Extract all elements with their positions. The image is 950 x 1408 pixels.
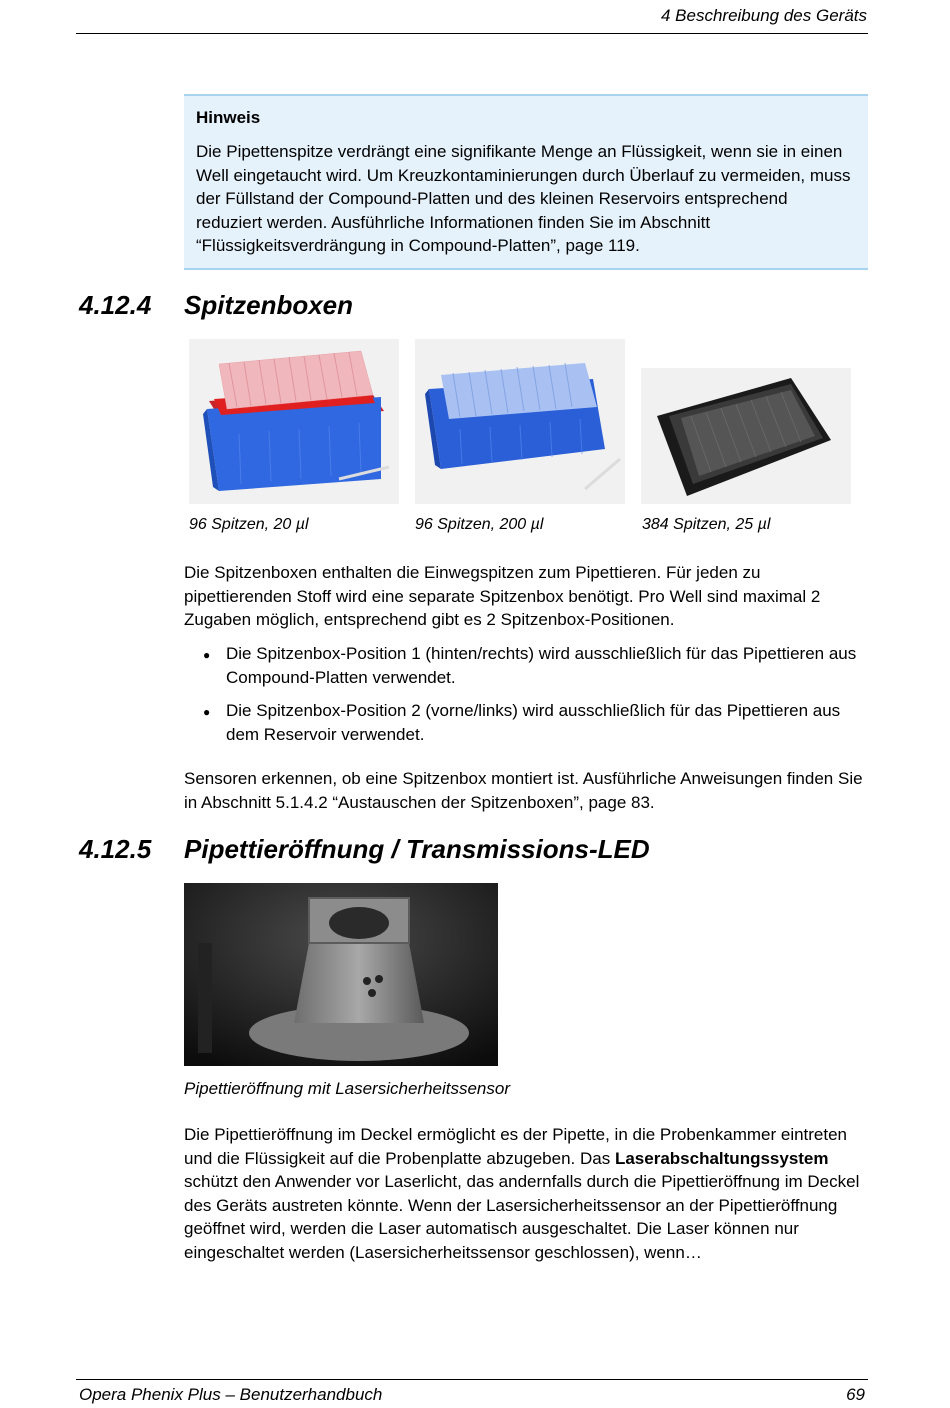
pipetting-paragraph (184, 1123, 860, 1264)
section-number: 4.12.4 (79, 290, 152, 320)
note-body: Die Pipettenspitze verdrängt eine signifikante Menge an Flüssigkeit, wenn sie in einen Well eingetaucht wird. Um Kreuzkontaminierungen durch Überlauf zu vermeiden, muss der Füllstand der Compound-Platten und des kleinen Reservoirs entsprechend reduziert werden. Ausführliche Informationen finden Sie im Abschnitt “Flüssigkeitsverdrängung in Compound-Platten”, page 119. (196, 142, 851, 255)
sensor-paragraph: Sensoren erkennen, ob eine Spitzenbox montiert ist. Ausführliche Anweisungen finden Sie in Abschnitt 5.1.4.2 “Austauschen der Spitzenboxen”, page 83. (184, 769, 863, 812)
tip-box-photo-384 (641, 368, 851, 504)
section-title: Spitzenboxen (184, 290, 354, 320)
running-header: 4 Beschreibung des Geräts (660, 6, 867, 25)
bullet-item: Die Spitzenbox-Position 1 (hinten/rechts) wird ausschließlich für das Pipettieren aus Compound-Platten verwendet. (226, 644, 857, 687)
tip-box-photo-20ul (189, 339, 399, 504)
footer-title: Opera Phenix Plus – Benutzerhandbuch (79, 1385, 383, 1404)
caption-tip-box-20ul: 96 Spitzen, 20 µl (189, 516, 309, 533)
paragraph-text: Die Pipettieröffnung im Deckel ermöglicht es der Pipette, in die Probenkammer eintreten und die Flüssigkeit auf die Probenplatte abzugeben. Das (184, 1125, 848, 1168)
page-number: 69 (846, 1385, 865, 1404)
note-title: Hinweis (196, 108, 261, 127)
bullet-marker: ● (203, 705, 211, 719)
caption-tip-box-384: 384 Spitzen, 25 µl (642, 516, 771, 533)
bold-term: Laserabschaltungssystem (614, 1148, 829, 1168)
bullet-item: Die Spitzenbox-Position 2 (vorne/links) wird ausschließlich für das Pipettieren aus dem Reservoir verwendet. (226, 701, 841, 744)
section-title: Pipettieröffnung / Transmissions-LED (184, 834, 650, 864)
caption-pipetting-opening: Pipettieröffnung mit Lasersicherheitssensor (184, 1079, 510, 1098)
section-number: 4.12.5 (79, 834, 152, 864)
pipetting-opening-photo (184, 883, 498, 1066)
paragraph-text: schützt den Anwender vor Laserlicht, das andernfalls durch die Pipettieröffnung im Deckel des Geräts austreten könnte. Wenn der Lasersicherheitssensor an der Pipettieröffnung geöffnet wird, werden die Laser automatisch ausgeschaltet. Die Laser können nur eingeschaltet werden (Lasersicherheitssensor geschlossen), wenn… (184, 1172, 860, 1262)
caption-tip-box-200ul: 96 Spitzen, 200 µl (415, 516, 544, 533)
spitzenboxen-intro: Die Spitzenboxen enthalten die Einwegspitzen zum Pipettieren. Für jeden zu pipettierenden Stoff wird eine separate Spitzenbox benötigt. Pro Well sind maximal 2 Zugaben möglich, entsprechend gibt es 2 Spitzenbox-Positionen. (184, 563, 821, 629)
bullet-marker: ● (203, 648, 211, 662)
header-rule (76, 33, 868, 34)
tip-box-photo-200ul (415, 339, 625, 504)
note-box (184, 94, 868, 270)
footer-rule (76, 1379, 868, 1380)
